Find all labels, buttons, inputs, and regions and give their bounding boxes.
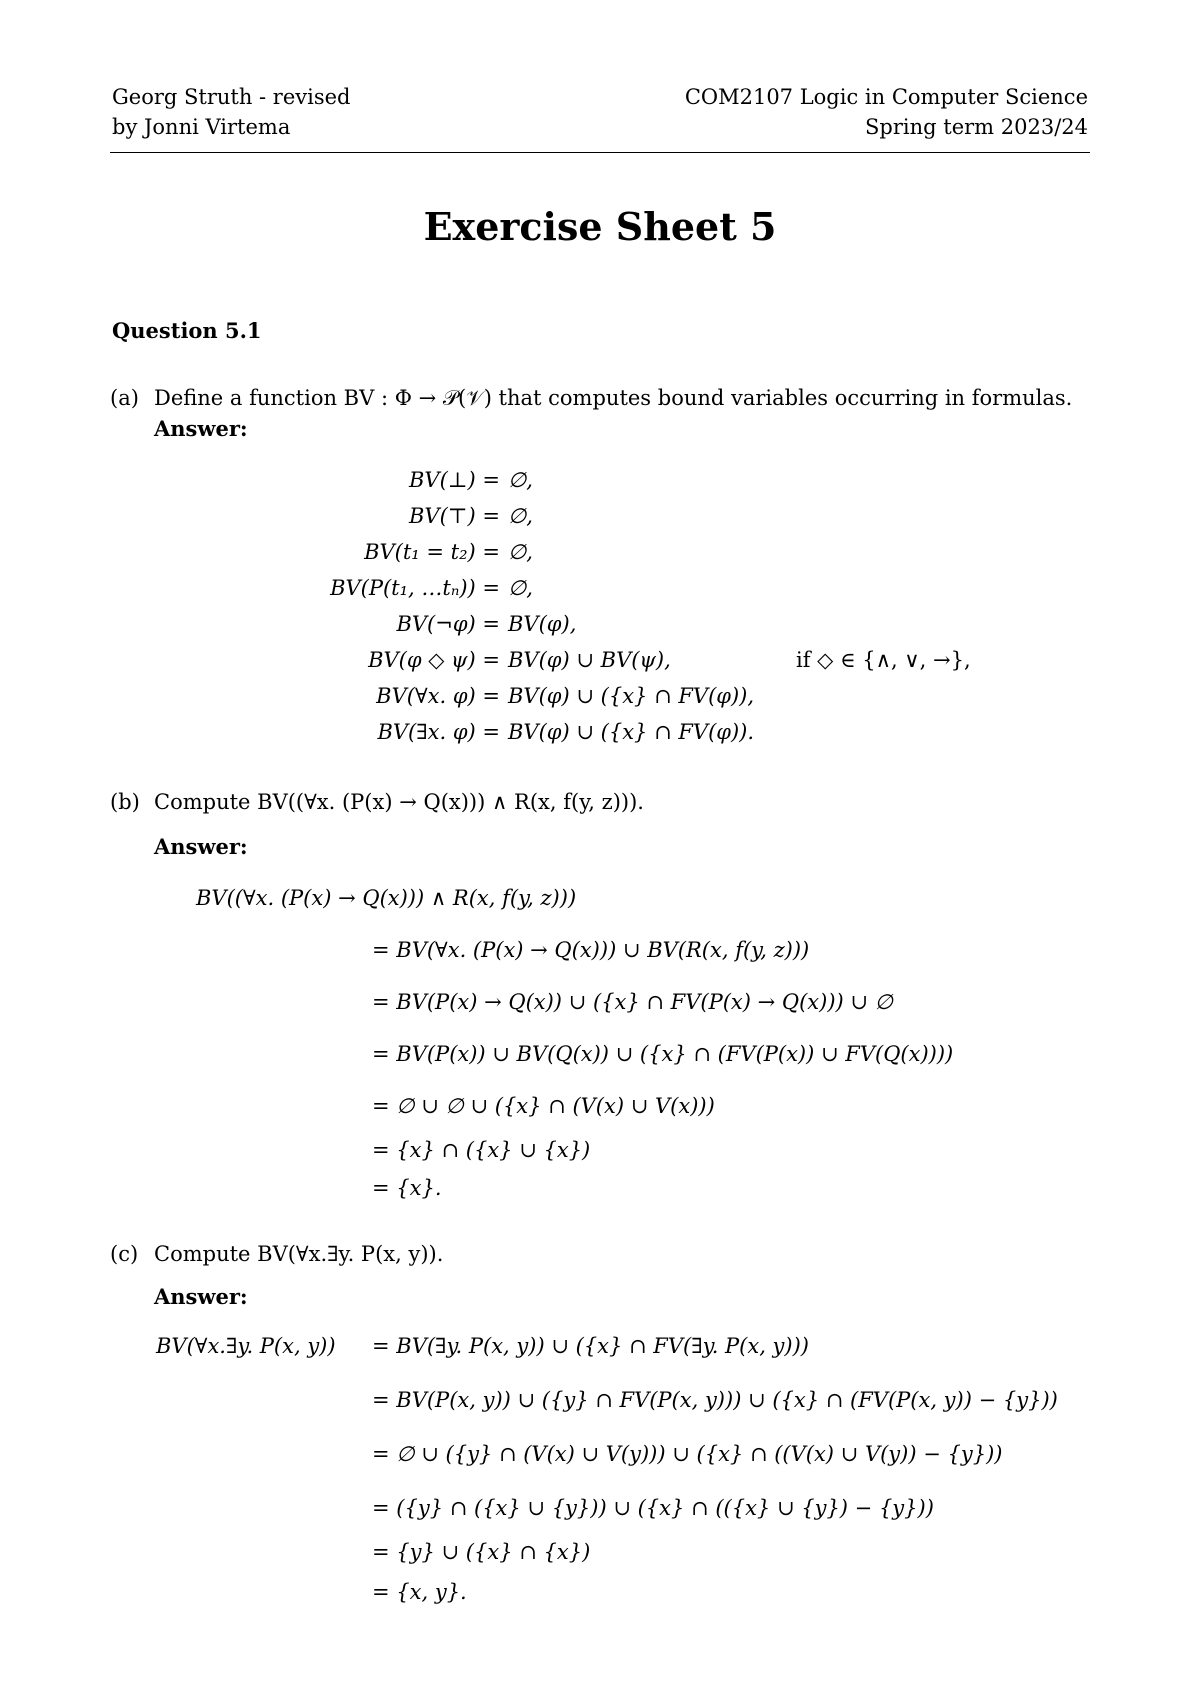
equation-lhs: BV(∃x. φ) = xyxy=(377,720,500,744)
part-b-answer-label: Answer: xyxy=(154,834,248,859)
part-a-prompt xyxy=(110,386,1072,411)
derivation-step: = BV(∃y. P(x, y)) ∪ ({x} ∩ FV(∃y. P(x, y))) xyxy=(372,1334,810,1358)
question-heading: Question 5.1 xyxy=(112,318,262,343)
author-line: Georg Struth - revised xyxy=(112,85,351,109)
course-line: COM2107 Logic in Computer Science xyxy=(684,85,1088,109)
part-b-label: (b) xyxy=(110,790,140,814)
derivation-step: = ∅ ∪ ({y} ∩ (V(x) ∪ V(y))) ∪ ({x} ∩ ((V(x) ∪ V(y)) − {y})) xyxy=(372,1442,1003,1466)
derivation-step: = BV(P(x)) ∪ BV(Q(x)) ∪ ({x} ∩ (FV(P(x)) ∪ FV(Q(x)))) xyxy=(372,1042,954,1066)
equation-condition: if ◇ ∈ {∧, ∨, →}, xyxy=(796,648,971,672)
equation-lhs: BV(¬φ) = xyxy=(396,612,500,636)
header-rule xyxy=(110,152,1090,153)
equation-lhs: BV(⊥) = xyxy=(408,468,500,492)
header-right xyxy=(685,82,1088,142)
part-b-prompt xyxy=(110,790,644,814)
page-title: Exercise Sheet 5 xyxy=(423,204,777,249)
equation-rhs: BV(φ), xyxy=(508,612,577,636)
equation-rhs: ∅, xyxy=(508,504,533,528)
equation-lhs: BV(t₁ = t₂) = xyxy=(364,540,500,564)
equation-lhs: BV(P(t₁, …tₙ)) = xyxy=(330,576,500,600)
part-a-label: (a) xyxy=(110,386,139,410)
derivation-step: = BV(∀x. (P(x) → Q(x))) ∪ BV(R(x, f(y, z))) xyxy=(372,938,810,962)
derivation-step: = ({y} ∩ ({x} ∪ {y})) ∪ ({x} ∩ (({x} ∪ {y}) − {y})) xyxy=(372,1496,934,1520)
equation-rhs: BV(φ) ∪ ({x} ∩ FV(φ)), xyxy=(508,684,755,708)
derivation-step: = {x, y}. xyxy=(372,1580,467,1604)
equation-rhs: ∅, xyxy=(508,576,533,600)
reviser-line: by Jonni Virtema xyxy=(112,115,291,139)
derivation-step: = {y} ∪ ({x} ∩ {x}) xyxy=(372,1540,591,1564)
equation-rhs: BV(φ) ∪ ({x} ∩ FV(φ)). xyxy=(508,720,755,744)
header-left xyxy=(112,82,351,142)
part-c-text: Compute BV(∀x.∃y. P(x, y)). xyxy=(154,1242,444,1266)
derivation-step: = BV(P(x, y)) ∪ ({y} ∩ FV(P(x, y))) ∪ ({x} ∩ (FV(P(x, y)) − {y})) xyxy=(372,1388,1058,1412)
derivation-step: = BV(P(x) → Q(x)) ∪ ({x} ∩ FV(P(x) → Q(x))) ∪ ∅ xyxy=(372,990,893,1014)
part-a-answer-label: Answer: xyxy=(154,416,248,441)
equation-rhs: ∅, xyxy=(508,540,533,564)
derivation-start: BV(∀x.∃y. P(x, y)) xyxy=(156,1334,336,1358)
equation-rhs: BV(φ) ∪ BV(ψ), xyxy=(508,648,671,672)
part-a-text: Define a function BV : Φ → 𝒫(𝒱) that computes bound variables occurring in formulas. xyxy=(154,386,1073,410)
derivation-step: = {x} ∩ ({x} ∪ {x}) xyxy=(372,1138,591,1162)
equation-lhs: BV(∀x. φ) = xyxy=(376,684,500,708)
derivation-start: BV((∀x. (P(x) → Q(x))) ∧ R(x, f(y, z))) xyxy=(196,886,577,910)
equation-rhs: ∅, xyxy=(508,468,533,492)
equation-lhs: BV(⊤) = xyxy=(408,504,500,528)
derivation-step: = {x}. xyxy=(372,1176,442,1200)
part-c-prompt xyxy=(110,1242,443,1266)
part-c-label: (c) xyxy=(110,1242,139,1266)
part-c-answer-label: Answer: xyxy=(154,1284,248,1309)
term-line: Spring term 2023/24 xyxy=(865,115,1088,139)
part-b-text: Compute BV((∀x. (P(x) → Q(x))) ∧ R(x, f(y, z))). xyxy=(154,790,644,814)
equation-lhs: BV(φ ◇ ψ) = xyxy=(368,648,500,672)
derivation-step: = ∅ ∪ ∅ ∪ ({x} ∩ (V(x) ∪ V(x))) xyxy=(372,1094,715,1118)
